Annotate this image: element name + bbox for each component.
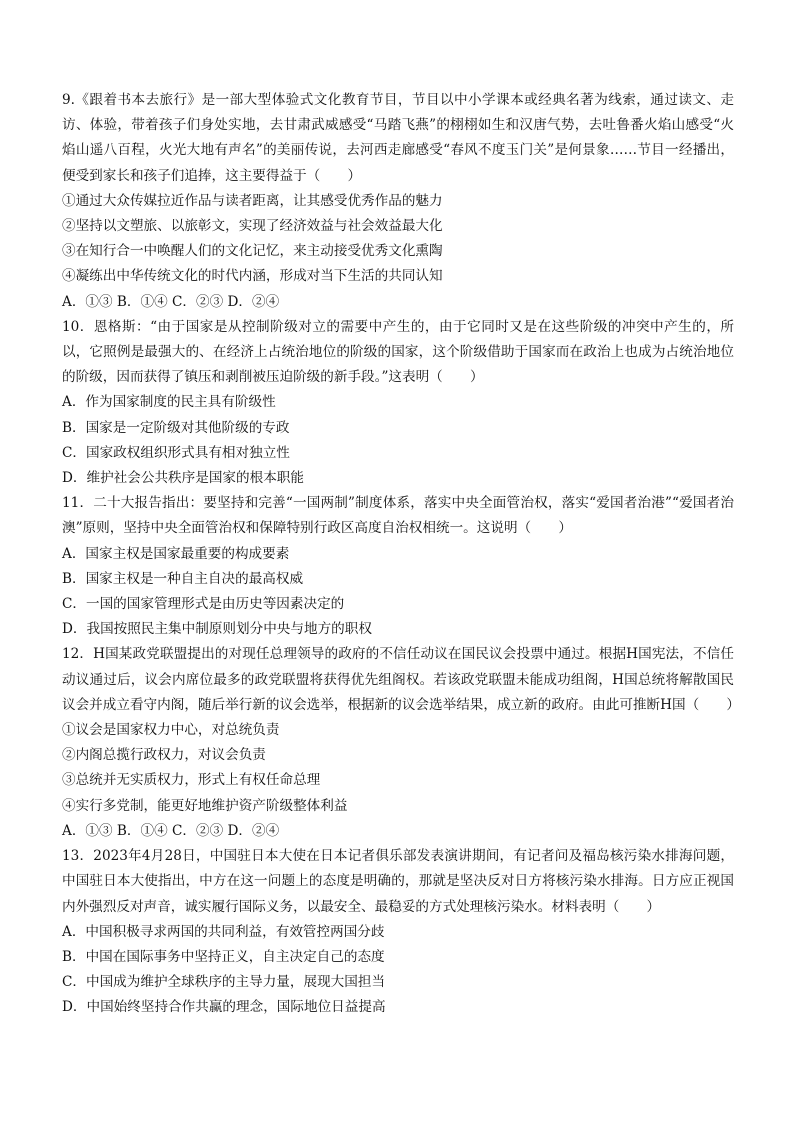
statement-item: ④实行多党制，能更好地维护资产阶级整体利益: [62, 797, 348, 814]
question-stem: 12．H国某政党联盟提出的对现任总理领导的政府的不信任动议在国民议会投票中通过。根据H国宪法，不信任动议通过后，议会内席位最多的政党联盟将获得优先组阁权。若该政党联盟未能成功组阁，H国总统将解散国民议会并成立看守内阁，随后举行新的议会选举，根据新的议会选举结果，成立新的政府。由此可推断H国（ ）: [62, 646, 740, 713]
answer-option: B．国家是一定阶级对其他阶级的专政: [62, 419, 290, 436]
answer-option: D．中国始终坚持合作共赢的理念，国际地位日益提高: [62, 999, 386, 1016]
question-9: [62, 88, 734, 315]
statement-item: ①通过大众传媒拉近作品与读者距离，让其感受优秀作品的魅力: [62, 192, 443, 209]
statement-item: ①议会是国家权力中心，对总统负责: [62, 722, 280, 739]
question-stem: 11．二十大报告指出：要坚持和完善“一国两制”制度体系，落实中央全面管治权，落实“爱国者治港”“爱国者治澳”原则，坚持中央全面管治权和保障特别行政区高度自治权相统一。这说明（ ）: [62, 495, 734, 537]
question-stem: 10．恩格斯：“由于国家是从控制阶级对立的需要中产生的，由于它同时又是在这些阶级的冲突中产生的，所以，它照例是最强大的、在经济上占统治地位的阶级的国家，这个阶级借助于国家而在政治上也成为占统治地位的阶级，因而获得了镇压和剥削被压迫阶级的新手段。”这表明（ ）: [62, 318, 734, 386]
answer-option: B．中国在国际事务中坚持正义，自主决定自己的态度: [62, 948, 385, 965]
answer-option: B．国家主权是一种自主自决的最高权威: [62, 570, 304, 587]
answer-option: C．国家政权组织形式具有相对独立性: [62, 444, 290, 461]
answer-option: D．维护社会公共秩序是国家的根本职能: [62, 470, 304, 487]
answer-option: C．一国的国家管理形式是由历史等因素决定的: [62, 596, 345, 613]
answer-option: D．我国按照民主集中制原则划分中央与地方的职权: [62, 621, 372, 638]
question-stem: 9.《跟着书本去旅行》是一部大型体验式文化教育节目，节目以中小学课本或经典名著为线索，通过读文、走访、体验，带着孩子们身处实地，去甘肃武威感受“马踏飞燕”的栩栩如生和汉唐气势，去吐鲁番火焰山感受“火焰山遥八百程，火光大地有声名”的美丽传说，去河西走廊感受“春风不度玉门关”是何景象……节目一经播出，便受到家长和孩子们追捧，这主要得益于（ ）: [62, 92, 734, 184]
answer-option: A．作为国家制度的民主具有阶级性: [62, 394, 276, 411]
answer-option: A．国家主权是国家最重要的构成要素: [62, 545, 290, 562]
statement-item: ④凝练出中华传统文化的时代内涵，形成对当下生活的共同认知: [62, 268, 443, 285]
question-stem: 13．2023年4月28日，中国驻日本大使在日本记者俱乐部发表演讲期间，有记者问及福岛核污染水排海问题，中国驻日本大使指出，中方在这一问题上的态度是明确的，那就是坚决反对日方将核污染水排海。日方应正视国内外强烈反对声音，诚实履行国际义务，以最安全、最稳妥的方式处理核污染水。材料表明（ ）: [62, 848, 734, 915]
statement-item: ②坚持以文塑旅、以旅彰文，实现了经济效益与社会效益最大化: [62, 218, 443, 235]
answer-options: A．①③ B．①④ C．②③ D．②④: [62, 822, 280, 839]
answer-options: A．①③ B．①④ C．②③ D．②④: [62, 293, 280, 310]
question-11: [62, 491, 734, 642]
statement-item: ②内阁总揽行政权力，对议会负责: [62, 747, 266, 764]
question-12: [62, 642, 740, 844]
statement-item: ③在知行合一中唤醒人们的文化记忆，来主动接受优秀文化熏陶: [62, 243, 443, 260]
question-13: [62, 844, 734, 1020]
answer-option: C．中国成为维护全球秩序的主导力量，展现大国担当: [62, 974, 386, 991]
statement-item: ③总统并无实质权力，形式上有权任命总理: [62, 772, 321, 789]
question-10: [62, 315, 734, 491]
answer-option: A．中国积极寻求两国的共同利益，有效管控两国分歧: [62, 923, 385, 940]
document-page: [62, 88, 740, 1021]
